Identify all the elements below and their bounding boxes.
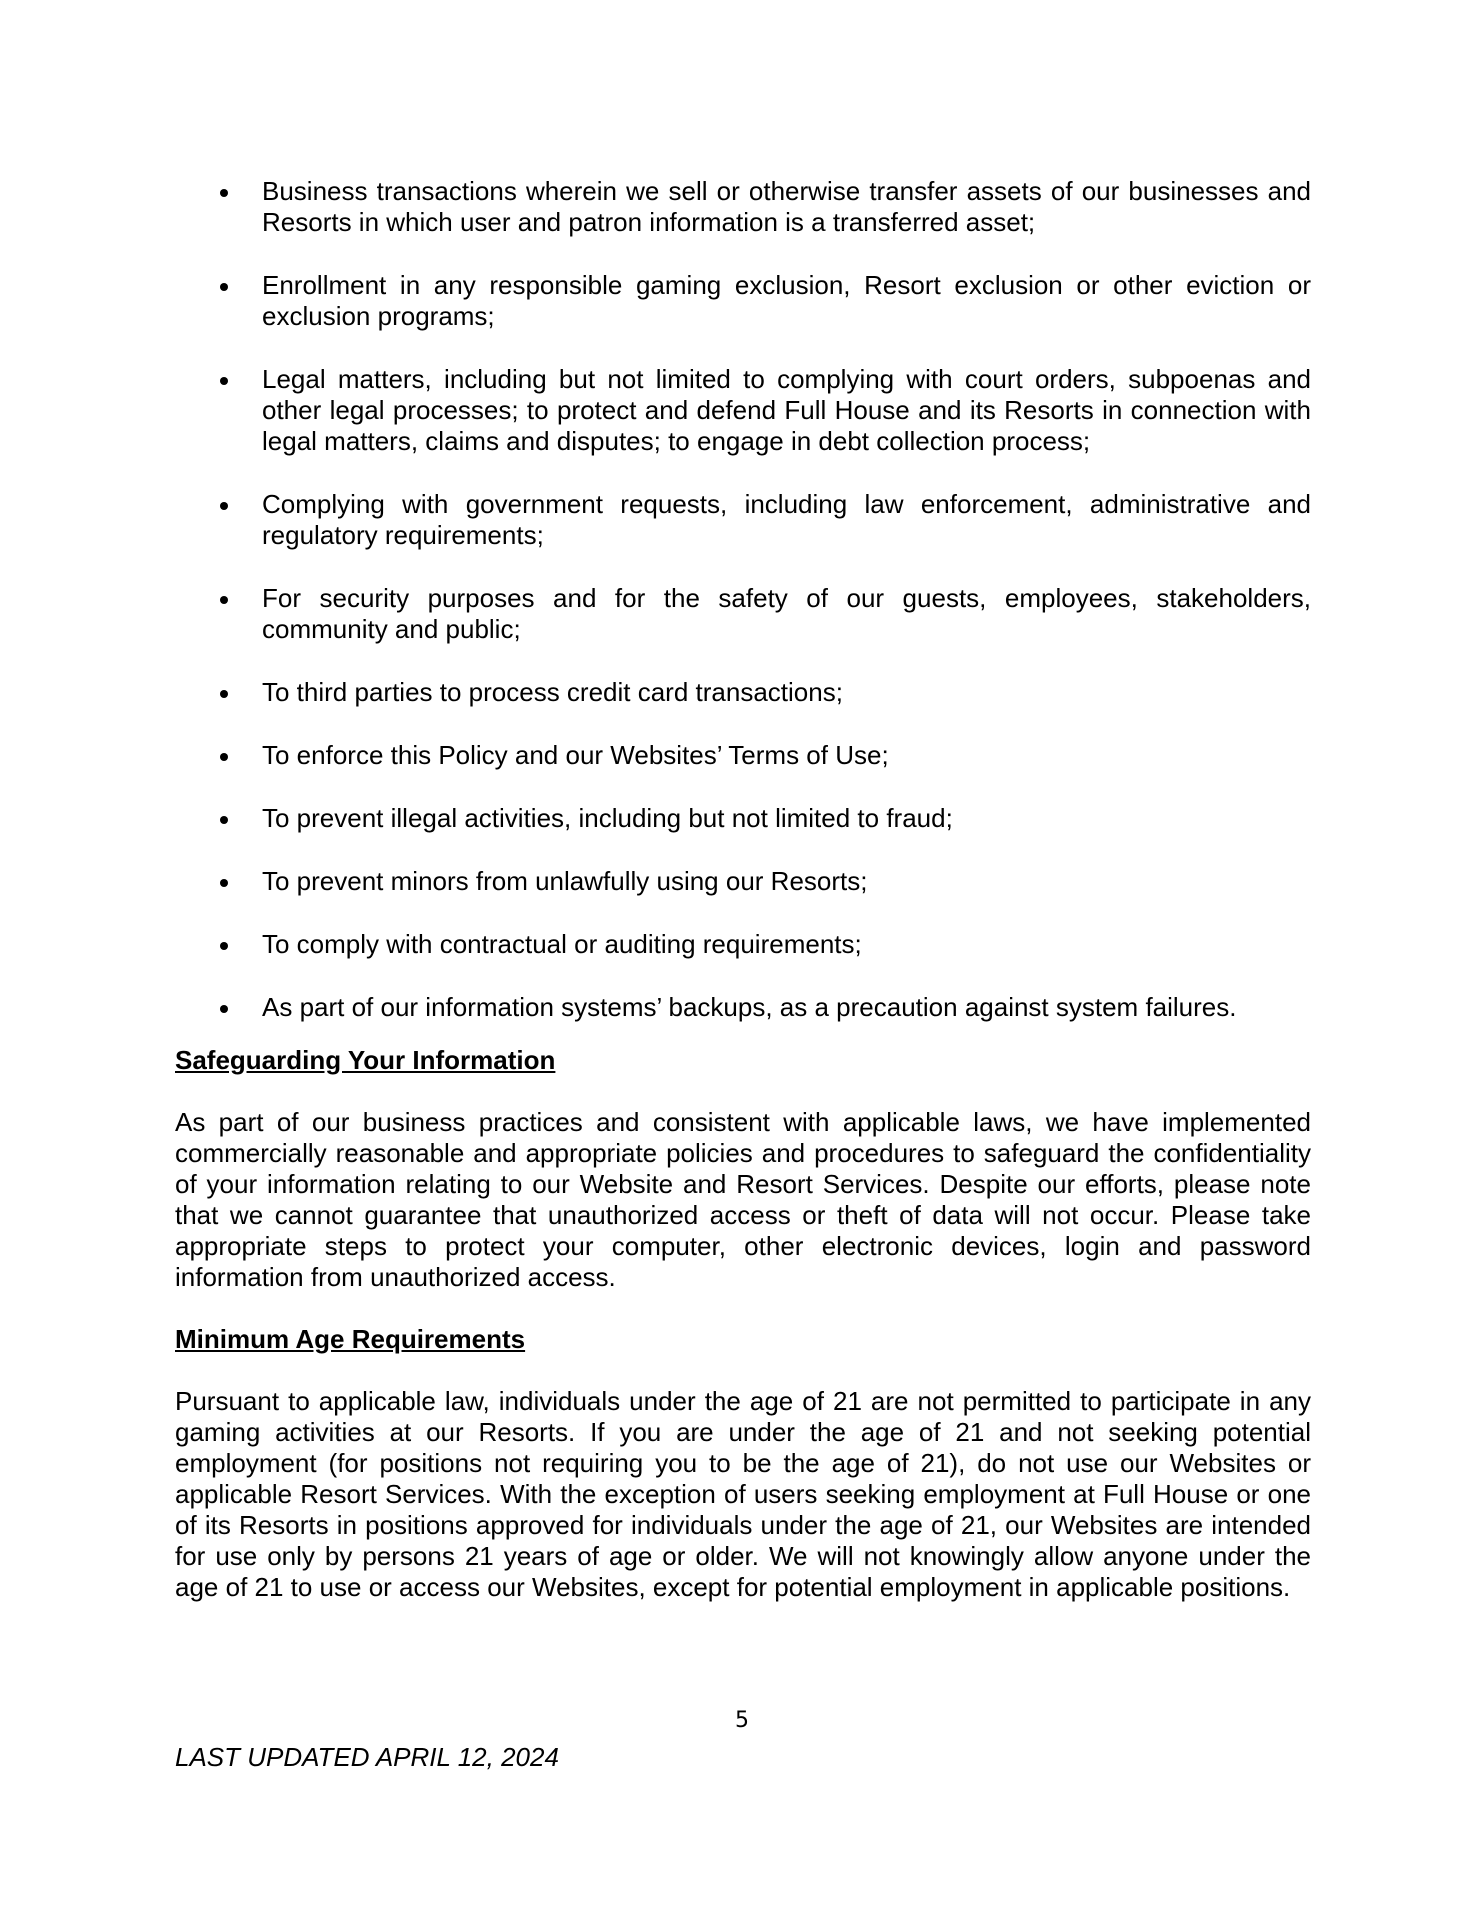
- minimum-age-heading: Minimum Age Requirements: [175, 1324, 526, 1354]
- list-item: Complying with government requests, including law enforcement, administrative and regulatory requirements;: [175, 489, 1311, 551]
- list-item: For security purposes and for the safety of our guests, employees, stakeholders, community and public;: [175, 583, 1311, 645]
- list-item: Legal matters, including but not limited to complying with court orders, subpoenas and other legal processes; to protect and defend Full House and its Resorts in connection with legal matters, claims and disputes; to engage in debt collection process;: [175, 364, 1311, 457]
- safeguarding-paragraph: As part of our business practices and consistent with applicable laws, we have implemented commercially reasonable and appropriate policies and procedures to safeguard the confidentiality of your information relating to our Website and Resort Services. Despite our efforts, please note that we cannot guarantee that unauthorized access or theft of data will not occur. Please take appropriate steps to protect your computer, other electronic devices, login and password information from unauthorized access.: [175, 1107, 1311, 1292]
- page-content: [175, 176, 1311, 1634]
- list-item: To comply with contractual or auditing requirements;: [175, 929, 1311, 960]
- list-item: To prevent minors from unlawfully using our Resorts;: [175, 866, 1311, 897]
- bullet-icon: [220, 879, 228, 887]
- list-item: To prevent illegal activities, including but not limited to fraud;: [175, 803, 1311, 834]
- last-updated-footer: LAST UPDATED APRIL 12, 2024: [175, 1742, 559, 1772]
- bullet-icon: [220, 816, 228, 824]
- list-item: Enrollment in any responsible gaming exclusion, Resort exclusion or other eviction or exclusion programs;: [175, 270, 1311, 332]
- disclosure-list: [175, 176, 1311, 1023]
- minimum-age-paragraph: Pursuant to applicable law, individuals under the age of 21 are not permitted to participate in any gaming activities at our Resorts. If you are under the age of 21 and not seeking potential employment (for positions not requiring you to be the age of 21), do not use our Websites or applicable Resort Services. With the exception of users seeking employment at Full House or one of its Resorts in positions approved for individuals under the age of 21, our Websites are intended for use only by persons 21 years of age or older. We will not knowingly allow anyone under the age of 21 to use or access our Websites, except for potential employment in applicable positions.: [175, 1386, 1311, 1602]
- safeguarding-heading: Safeguarding Your Information: [175, 1045, 556, 1075]
- list-item: As part of our information systems’ backups, as a precaution against system failures.: [175, 992, 1311, 1023]
- bullet-icon: [220, 283, 228, 291]
- bullet-icon: [220, 377, 228, 385]
- bullet-icon: [220, 189, 228, 197]
- page-number: 5: [735, 1708, 749, 1733]
- list-item: To third parties to process credit card transactions;: [175, 677, 1311, 708]
- list-item: Business transactions wherein we sell or otherwise transfer assets of our businesses and Resorts in which user and patron information is a transferred asset;: [175, 176, 1311, 238]
- bullet-icon: [220, 502, 228, 510]
- bullet-icon: [220, 1005, 228, 1013]
- bullet-icon: [220, 942, 228, 950]
- bullet-icon: [220, 753, 228, 761]
- bullet-icon: [220, 690, 228, 698]
- bullet-icon: [220, 596, 228, 604]
- list-item: To enforce this Policy and our Websites’ Terms of Use;: [175, 740, 1311, 771]
